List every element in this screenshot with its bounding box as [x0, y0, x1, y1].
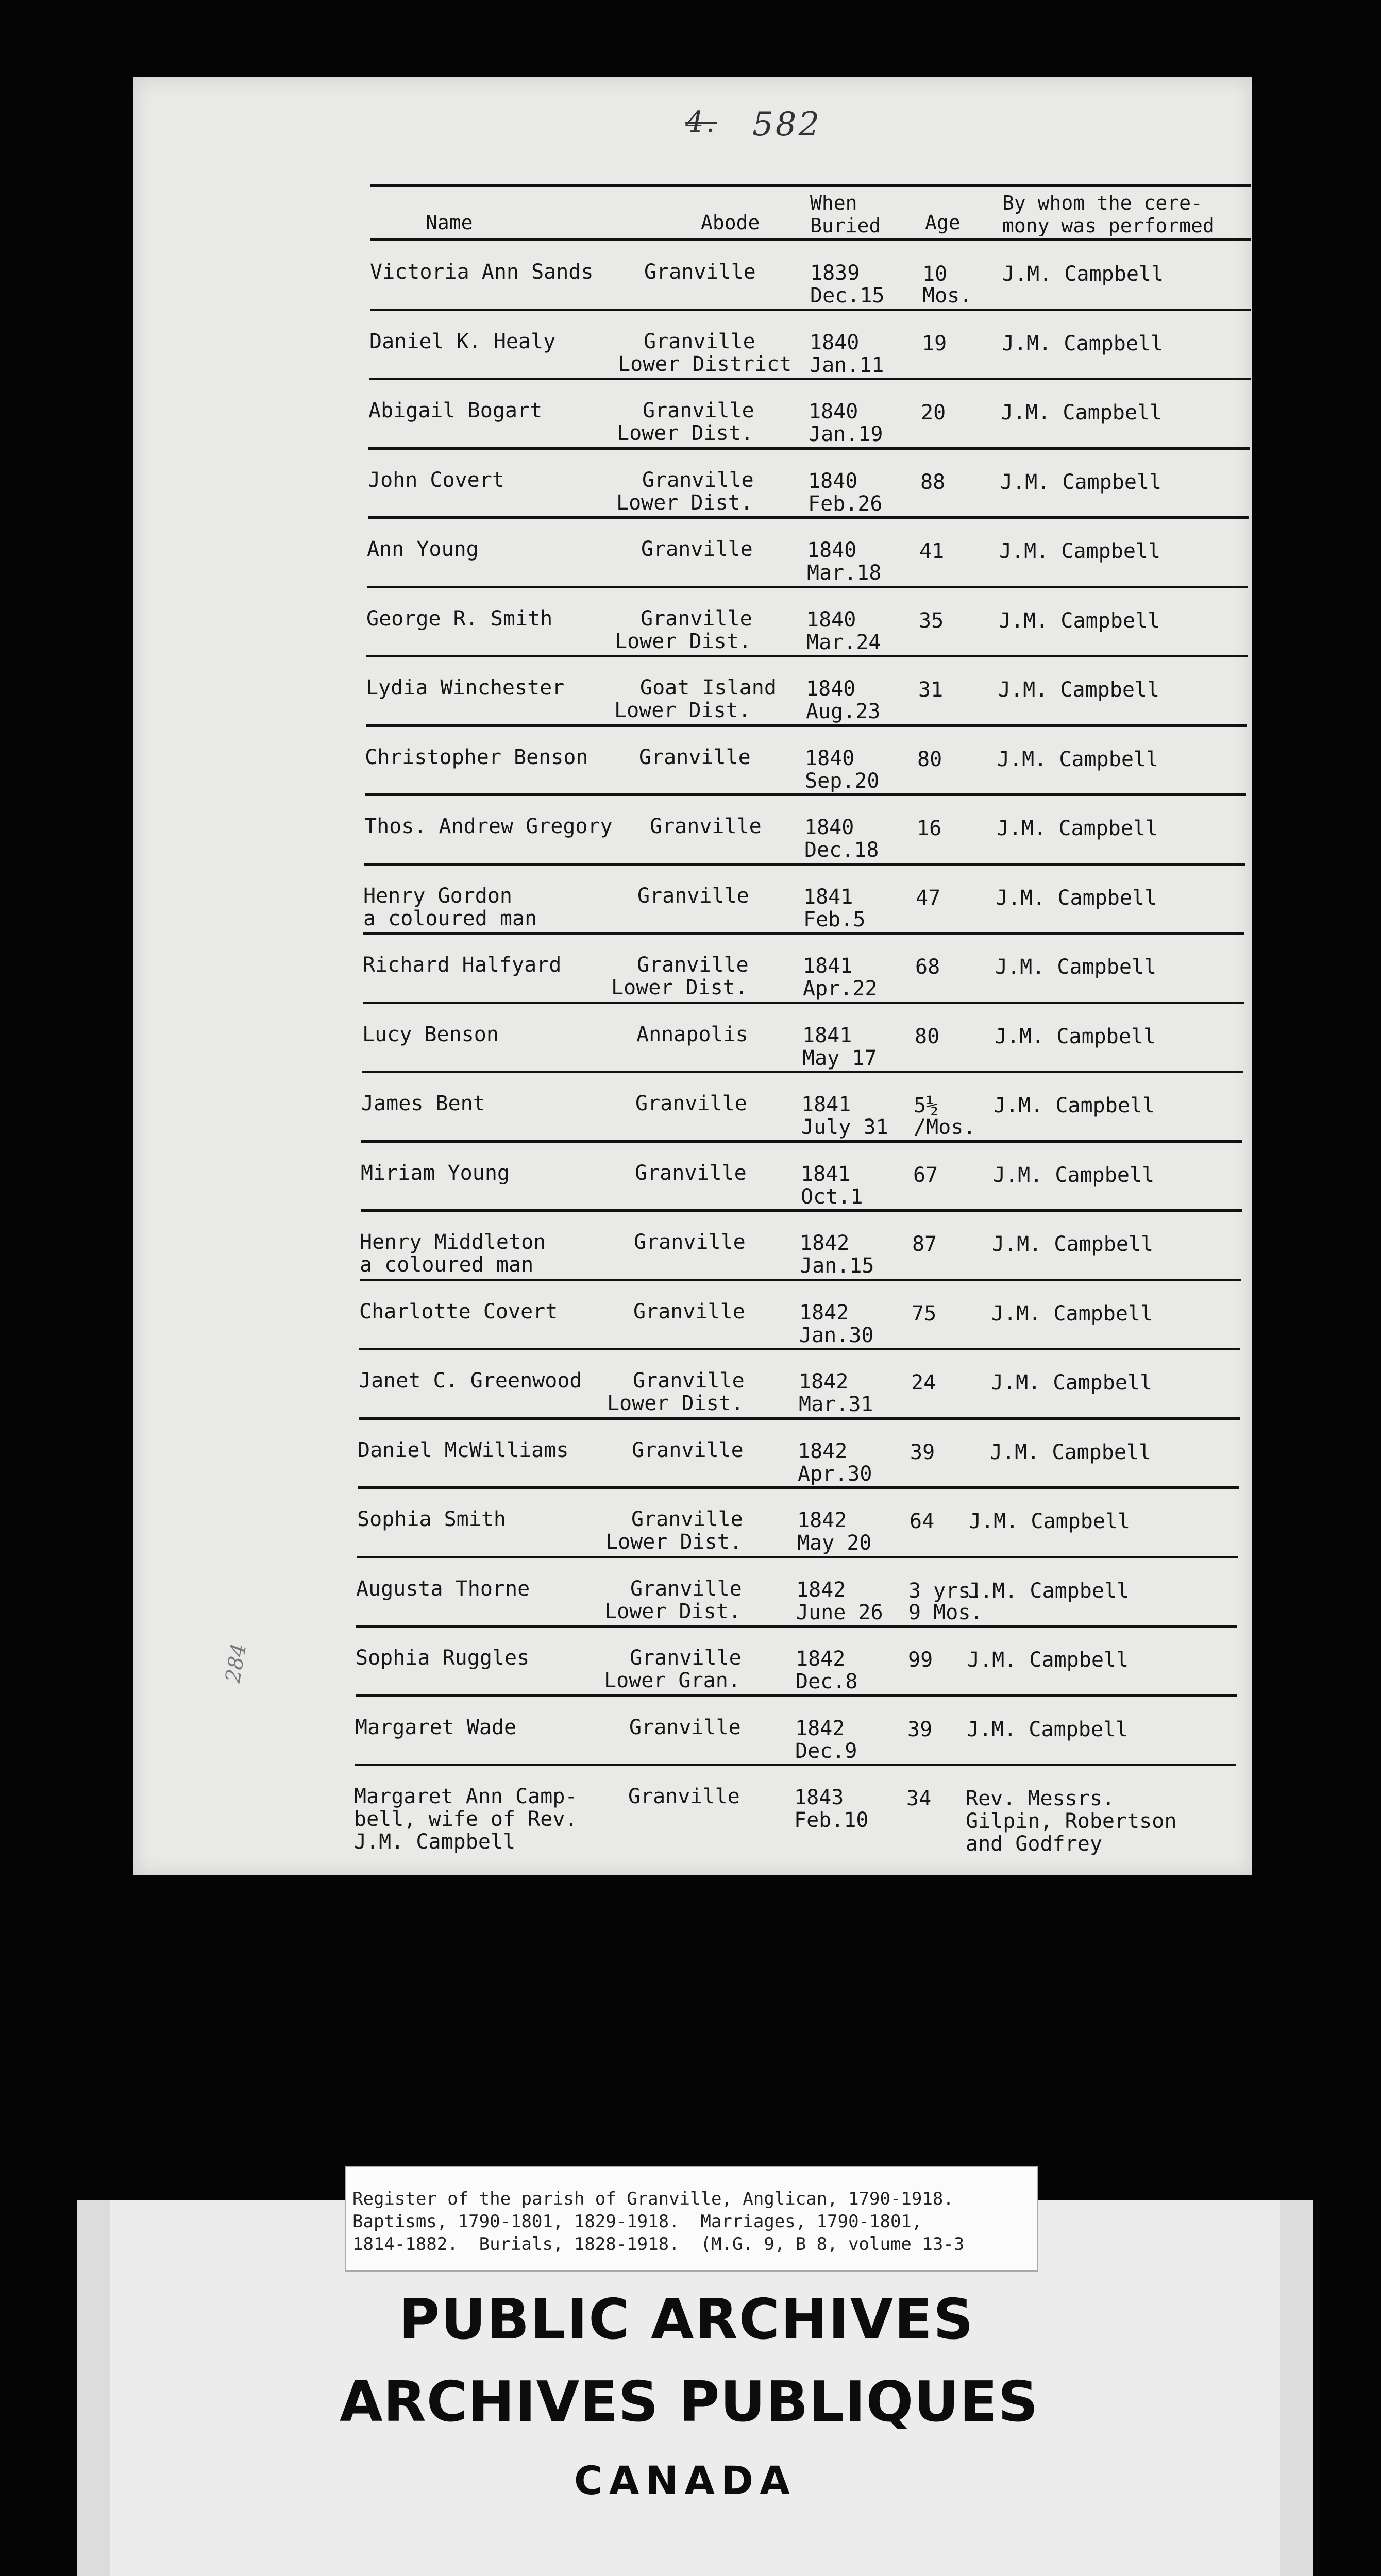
row-by-whom: J.M. Campbell — [998, 678, 1160, 702]
row-year: 1843 — [794, 1786, 844, 1809]
row-rule — [363, 1002, 1244, 1004]
header-age: Age — [925, 211, 961, 234]
row-year: 1840 — [810, 330, 860, 354]
row-name: Sophia Smith — [357, 1507, 506, 1531]
row-abode: Granville — [631, 1507, 743, 1531]
row-name: Thos. Andrew Gregory — [364, 815, 613, 838]
row-date: Apr.30 — [798, 1462, 872, 1486]
row-abode-line-2: Lower Dist. — [607, 1392, 744, 1415]
row-year: 1842 — [800, 1231, 850, 1255]
row-abode: Granville — [639, 745, 751, 769]
row-abode: Granville — [644, 329, 755, 353]
row-age: 47 — [916, 886, 941, 910]
row-age: 80 — [917, 747, 942, 771]
row-year: 1842 — [797, 1509, 847, 1532]
row-by-whom: J.M. Campbell — [991, 1371, 1153, 1395]
row-abode: Granville — [632, 1438, 744, 1462]
stamp-public-archives: PUBLIC ARCHIVES — [399, 2287, 974, 2352]
row-name-line-2: a coloured man — [363, 906, 537, 930]
row-age: 3 yrs. — [908, 1579, 983, 1603]
row-abode: Granville — [642, 468, 754, 492]
row-abode: Goat Island — [640, 676, 777, 700]
row-abode: Granville — [644, 260, 756, 284]
page-number-value: 582 — [752, 106, 822, 144]
header-rule-bottom — [370, 238, 1251, 241]
row-name-line-2: a coloured man — [360, 1253, 534, 1277]
row-by-whom: J.M. Campbell — [997, 747, 1159, 771]
row-name: Charlotte Covert — [359, 1299, 558, 1324]
row-by-whom: J.M. Campbell — [967, 1717, 1129, 1741]
row-name-line-3: J.M. Campbell — [354, 1830, 516, 1854]
row-age: 39 — [910, 1440, 935, 1464]
row-rule — [356, 1625, 1237, 1628]
row-rule — [355, 1764, 1236, 1766]
stamp-canada: CANADA — [574, 2458, 796, 2503]
row-rule — [370, 309, 1251, 311]
row-by-whom: J.M. Campbell — [1002, 331, 1164, 355]
row-date: Mar.31 — [799, 1393, 873, 1416]
row-name: Daniel McWilliams — [358, 1438, 569, 1462]
row-date: June 26 — [796, 1600, 883, 1624]
row-year: 1840 — [806, 607, 856, 632]
row-year: 1841 — [801, 1162, 851, 1186]
row-by-whom: J.M. Campbell — [991, 1301, 1153, 1326]
label-line-1: Register of the parish of Granville, Anglican, 1790-1918. — [352, 2189, 954, 2209]
row-age: 68 — [915, 955, 940, 979]
row-by-whom: J.M. Campbell — [995, 955, 1157, 979]
row-by-whom: J.M. Campbell — [999, 608, 1160, 633]
row-date: Dec.9 — [795, 1739, 857, 1763]
row-abode: Granville — [641, 537, 753, 561]
row-rule — [366, 724, 1247, 727]
row-rule — [365, 793, 1246, 796]
margin-note: 284 — [221, 1641, 251, 1685]
row-abode: Granville — [643, 399, 754, 422]
row-name-line-2: bell, wife of Rev. — [354, 1807, 578, 1831]
row-age: 64 — [910, 1510, 935, 1533]
row-date: Mar.24 — [806, 630, 881, 654]
row-date: Dec.8 — [796, 1670, 858, 1693]
row-date: May 17 — [802, 1046, 877, 1070]
row-abode-line-2: Lower Dist. — [605, 1530, 742, 1554]
row-by-whom-line-3: and Godfrey — [966, 1832, 1102, 1856]
row-date: Feb.10 — [794, 1808, 869, 1832]
row-name: Lucy Benson — [362, 1022, 499, 1046]
row-rule — [358, 1486, 1239, 1489]
row-abode: Granville — [628, 1785, 740, 1808]
row-by-whom: Rev. Messrs. — [966, 1787, 1115, 1810]
card-right-edge — [1280, 2200, 1311, 2576]
row-date: Jan.15 — [800, 1254, 874, 1278]
row-age: 5½ — [914, 1094, 939, 1117]
row-rule — [359, 1348, 1240, 1350]
row-name: James Bent — [361, 1092, 485, 1115]
row-age: 31 — [918, 678, 944, 702]
row-name: Henry Gordon — [363, 884, 512, 908]
row-year: 1839 — [810, 261, 860, 285]
row-age: 75 — [912, 1301, 937, 1326]
row-age: 16 — [917, 817, 942, 840]
row-abode-line-2: Lower Dist. — [617, 421, 753, 445]
card-left-edge — [79, 2200, 110, 2576]
row-name: George R. Smith — [366, 606, 553, 631]
row-date: Jan.19 — [809, 422, 883, 446]
row-abode: Granville — [629, 1715, 741, 1739]
row-rule — [357, 1556, 1238, 1558]
row-name: Abigail Bogart — [368, 399, 543, 422]
row-rule — [368, 447, 1250, 450]
row-year: 1842 — [796, 1647, 846, 1671]
row-name: Ann Young — [367, 537, 479, 561]
row-age: 88 — [920, 470, 946, 494]
row-date: Oct.1 — [801, 1184, 863, 1209]
row-age-line-2: Mos. — [922, 284, 972, 308]
row-date: May 20 — [797, 1531, 872, 1555]
row-by-whom: J.M. Campbell — [992, 1232, 1154, 1256]
label-line-2: Baptisms, 1790-1801, 1829-1918. Marriages, 1790-1801, — [352, 2211, 922, 2232]
row-year: 1840 — [809, 400, 858, 423]
row-by-whom: J.M. Campbell — [968, 1579, 1130, 1603]
row-name: Victoria Ann Sands — [370, 260, 594, 284]
row-year: 1841 — [803, 885, 853, 909]
row-rule — [359, 1417, 1240, 1420]
row-rule — [368, 516, 1249, 519]
row-abode-line-2: Lower Dist. — [616, 490, 753, 515]
row-name: Janet C. Greenwood — [359, 1369, 582, 1393]
header-by-whom: By whom the cere- mony was performed — [1002, 192, 1215, 237]
row-abode-line-2: Lower Dist. — [615, 629, 751, 653]
row-date: Dec.15 — [810, 284, 885, 308]
row-by-whom-line-2: Gilpin, Robertson — [966, 1809, 1177, 1833]
row-age: 34 — [906, 1787, 932, 1810]
row-by-whom: J.M. Campbell — [993, 1094, 1155, 1117]
row-year: 1840 — [807, 538, 857, 562]
struck-page-number: 4. — [685, 106, 717, 139]
row-by-whom: J.M. Campbell — [969, 1510, 1131, 1533]
row-abode: Granville — [634, 1230, 746, 1254]
row-abode: Granville — [635, 1161, 747, 1185]
row-name: Christopher Benson — [365, 745, 588, 769]
row-age-line-2: /Mos. — [914, 1115, 976, 1139]
row-name: Lydia Winchester — [366, 676, 565, 700]
row-rule — [361, 1209, 1242, 1212]
row-date: Apr.22 — [803, 977, 878, 1001]
row-name: Miriam Young — [361, 1161, 510, 1185]
row-name: Margaret Ann Camp- — [354, 1785, 578, 1808]
row-date: Feb.5 — [803, 907, 866, 931]
row-by-whom: J.M. Campbell — [999, 539, 1161, 563]
row-age: 99 — [908, 1648, 933, 1672]
row-by-whom: J.M. Campbell — [996, 886, 1157, 910]
row-year: 1842 — [798, 1439, 848, 1463]
row-age: 41 — [919, 539, 945, 563]
row-by-whom: J.M. Campbell — [967, 1648, 1129, 1672]
row-date: July 31 — [801, 1115, 888, 1139]
row-year: 1840 — [804, 816, 854, 839]
row-abode-line-2: Lower Dist. — [604, 1599, 741, 1623]
row-name: Richard Halfyard — [363, 953, 562, 977]
row-year: 1840 — [805, 746, 855, 770]
row-rule — [356, 1694, 1237, 1697]
row-abode-line-2: Lower District — [618, 352, 792, 376]
row-name: Augusta Thorne — [356, 1577, 530, 1601]
row-by-whom: J.M. Campbell — [995, 1024, 1156, 1048]
row-by-whom: J.M. Campbell — [993, 1163, 1155, 1187]
row-by-whom: J.M. Campbell — [990, 1440, 1152, 1464]
row-rule — [362, 1071, 1243, 1073]
row-abode: Granville — [650, 815, 762, 838]
row-date: Jan.30 — [799, 1323, 874, 1347]
row-name: John Covert — [368, 468, 504, 492]
row-age: 39 — [907, 1717, 933, 1741]
row-rule — [360, 1279, 1241, 1281]
row-name: Daniel K. Healy — [369, 329, 556, 353]
row-age-line-2: 9 Mos. — [908, 1600, 983, 1624]
row-date: Mar.18 — [807, 561, 882, 585]
catalogue-label — [345, 2166, 1038, 2272]
row-date: Jan.11 — [810, 353, 884, 377]
row-abode: Granville — [633, 1299, 745, 1324]
row-rule — [363, 932, 1244, 935]
row-by-whom: J.M. Campbell — [1000, 470, 1162, 494]
row-abode: Granville — [641, 606, 752, 631]
row-year: 1841 — [803, 954, 853, 978]
row-year: 1841 — [801, 1093, 851, 1116]
row-year: 1842 — [795, 1716, 845, 1740]
row-year: 1842 — [796, 1578, 846, 1602]
row-rule — [364, 863, 1245, 866]
label-line-3: 1814-1882. Burials, 1828-1918. (M.G. 9, B 8, volume 13-3 — [352, 2234, 965, 2255]
row-by-whom: J.M. Campbell — [1002, 262, 1164, 286]
row-abode-line-2: Lower Dist. — [611, 976, 748, 999]
header-name: Name — [426, 211, 473, 234]
header-rule-top — [370, 184, 1251, 187]
row-name: Margaret Wade — [355, 1715, 517, 1739]
row-by-whom: J.M. Campbell — [997, 817, 1158, 840]
row-abode: Granville — [637, 884, 749, 908]
row-rule — [361, 1140, 1242, 1143]
row-year: 1842 — [799, 1370, 849, 1394]
row-abode: Granville — [633, 1369, 745, 1393]
row-by-whom: J.M. Campbell — [1001, 401, 1163, 425]
row-abode: Granville — [630, 1646, 742, 1670]
row-year: 1840 — [808, 469, 858, 493]
header-when-buried: When Buried — [810, 192, 881, 237]
row-age: 24 — [911, 1371, 936, 1395]
row-date: Aug.23 — [806, 700, 881, 723]
row-age: 20 — [921, 401, 946, 425]
row-abode: Granville — [637, 953, 749, 977]
header-abode: Abode — [701, 211, 760, 234]
row-date: Feb.26 — [808, 492, 883, 516]
row-year: 1840 — [806, 677, 856, 701]
row-year: 1842 — [799, 1300, 849, 1325]
row-age: 67 — [913, 1163, 938, 1187]
row-age: 80 — [915, 1024, 940, 1048]
row-abode: Annapolis — [636, 1022, 748, 1046]
row-year: 1841 — [802, 1023, 852, 1047]
row-age: 87 — [912, 1232, 937, 1256]
row-abode: Granville — [635, 1092, 747, 1115]
row-abode-line-2: Lower Gran. — [604, 1669, 740, 1692]
row-age: 19 — [922, 331, 947, 355]
row-name: Sophia Ruggles — [356, 1646, 530, 1670]
row-abode-line-2: Lower Dist. — [614, 699, 751, 722]
row-age: 35 — [919, 608, 944, 633]
row-name: Henry Middleton — [360, 1230, 546, 1254]
row-date: Sep.20 — [805, 769, 880, 793]
row-date: Dec.18 — [804, 838, 879, 862]
row-abode: Granville — [630, 1577, 742, 1601]
stamp-archives-publiques: ARCHIVES PUBLIQUES — [340, 2370, 1039, 2434]
row-rule — [369, 378, 1251, 380]
row-rule — [367, 586, 1248, 588]
row-rule — [366, 655, 1248, 657]
row-age: 10 — [922, 262, 948, 286]
